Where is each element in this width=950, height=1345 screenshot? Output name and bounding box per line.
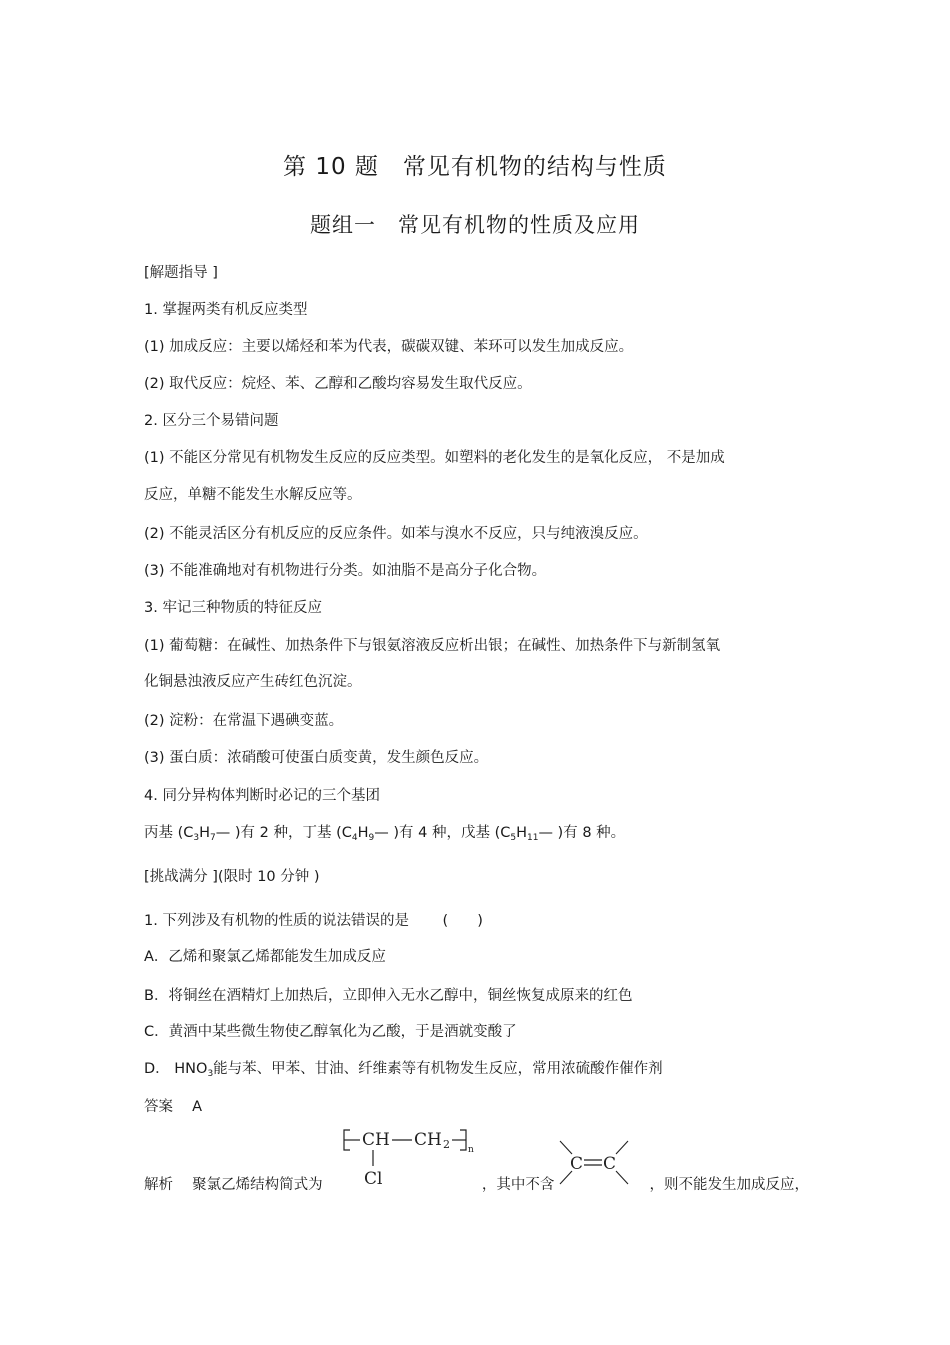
option-d: D． $HNO_3$能与苯、甲苯、甘油、纤维素等有机物发生反应，常用浓硫酸作催作剂 bbox=[144, 1061, 663, 1079]
pvc-structure bbox=[340, 1122, 480, 1198]
option-b: B．将铜丝在酒精灯上加热后，立即伸入无水乙醇中，铜丝恢复成原来的红色 bbox=[144, 988, 633, 1004]
alkyl-groups-line: 丙基 ($C_3H_7—$ )有 2 种，丁基 ($C_4H_9—$ )有 4 种，戊基 ($C_5H_{11}—$ )有 8 种。 bbox=[144, 825, 626, 843]
guide-heading: [解题指导 ] bbox=[144, 265, 218, 281]
guide-item-3: 3. 牢记三种物质的特征反应 bbox=[144, 600, 322, 616]
option-a: A．乙烯和聚氯乙烯都能发生加成反应 bbox=[144, 949, 386, 965]
page-title: 第 10 题 常见有机物的结构与性质 bbox=[283, 154, 667, 180]
guide-item-4: 4. 同分异构体判断时必记的三个基团 bbox=[144, 788, 380, 804]
guide-item-2-2: (2) 不能灵活区分有机反应的反应条件。如苯与溴水不反应，只与纯液溴反应。 bbox=[144, 526, 648, 542]
ch2-subscript: 2 bbox=[443, 1138, 450, 1151]
guide-item-3-1-cont: 化铜悬浊液反应产生砖红色沉淀。 bbox=[144, 674, 362, 690]
guide-item-2-3: (3) 不能准确地对有机物进行分类。如油脂不是高分子化合物。 bbox=[144, 563, 547, 579]
double-bond-structure bbox=[556, 1136, 632, 1196]
analysis-line: 解析 聚氯乙烯结构简式为 ，其中不含 ，则不能发生加成反应， bbox=[144, 1177, 810, 1193]
ch-text: CH bbox=[362, 1130, 390, 1150]
guide-item-3-1: (1) 葡萄糖：在碱性、加热条件下与银氨溶液反应析出银；在碱性、加热条件下与新制氢氧 bbox=[144, 638, 721, 654]
question-1: 1. 下列涉及有机物的性质的说法错误的是 ( ) bbox=[144, 913, 483, 929]
ch2-text: CH bbox=[414, 1130, 442, 1150]
guide-item-1: 1. 掌握两类有机反应类型 bbox=[144, 302, 308, 318]
answer-line: 答案 A bbox=[144, 1099, 203, 1115]
guide-item-1-2: (2) 取代反应：烷烃、苯、乙醇和乙酸均容易发生取代反应。 bbox=[144, 376, 532, 392]
guide-item-2-1: (1) 不能区分常见有机物发生反应的反应类型。如塑料的老化发生的是氧化反应， 不是加成 bbox=[144, 450, 725, 466]
guide-item-2: 2. 区分三个易错问题 bbox=[144, 413, 279, 429]
n-subscript: n bbox=[468, 1145, 474, 1155]
section-title: 题组一 常见有机物的性质及应用 bbox=[310, 213, 640, 237]
challenge-heading: [挑战满分 ](限时 10 分钟 ) bbox=[144, 869, 320, 885]
cl-text: Cl bbox=[364, 1169, 383, 1189]
option-c: C．黄酒中某些微生物使乙醇氧化为乙酸，于是酒就变酸了 bbox=[144, 1024, 517, 1040]
guide-item-3-3: (3) 蛋白质：浓硝酸可使蛋白质变黄，发生颜色反应。 bbox=[144, 750, 489, 766]
c2-text: C bbox=[603, 1154, 617, 1174]
guide-item-1-1: (1) 加成反应：主要以烯烃和苯为代表，碳碳双键、苯环可以发生加成反应。 bbox=[144, 339, 634, 355]
guide-item-2-1-cont: 反应，单糖不能发生水解反应等。 bbox=[144, 487, 362, 503]
c1-text: C bbox=[570, 1154, 584, 1174]
guide-item-3-2: (2) 淀粉：在常温下遇碘变蓝。 bbox=[144, 713, 344, 729]
